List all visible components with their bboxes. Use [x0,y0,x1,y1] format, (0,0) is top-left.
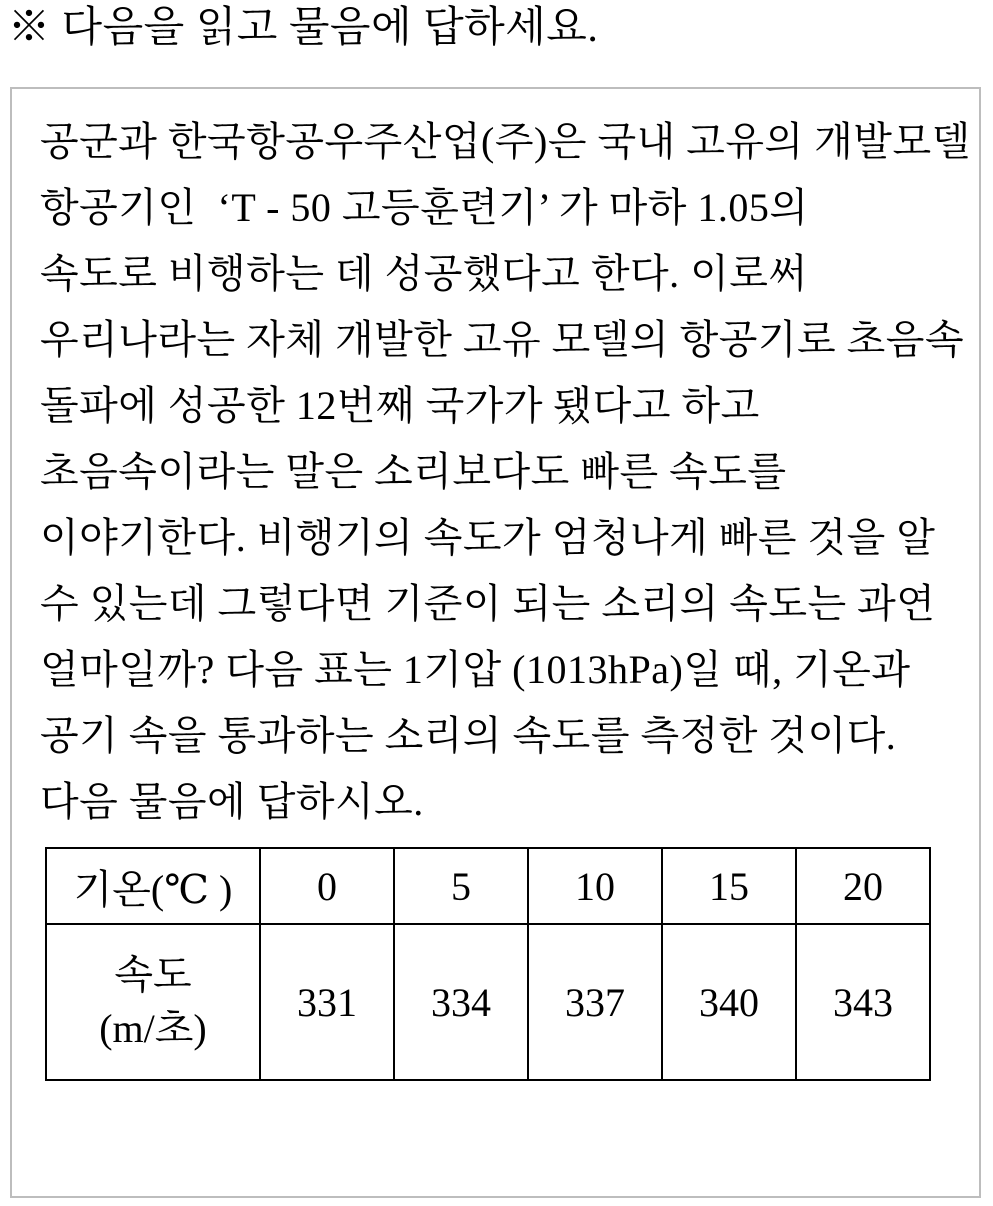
temperature-value-cell: 5 [394,848,528,924]
temperature-header-cell: 기온(℃ ) [46,848,260,924]
passage-line: 다음 물음에 답하시오. [40,779,424,824]
passage-text [40,109,971,835]
temperature-row [46,848,930,924]
speed-value-cell: 337 [528,924,662,1080]
sound-speed-table [45,847,931,1081]
passage-line: 우리나라는 자체 개발한 고유 모델의 항공기로 초음속 [40,317,965,362]
passage-line: 항공기인 ‘T - 50 고등훈련기’ 가 마하 1.05의 [40,185,809,230]
temperature-value-cell: 20 [796,848,930,924]
temperature-value-cell: 0 [260,848,394,924]
speed-header-cell [46,924,260,1080]
passage-line: 이야기한다. 비행기의 속도가 엄청나게 빠른 것을 알 [40,515,936,560]
speed-value-cell: 340 [662,924,796,1080]
speed-value-cell: 343 [796,924,930,1080]
speed-row [46,924,930,1080]
passage-line: 수 있는데 그렇다면 기준이 되는 소리의 속도는 과연 [40,581,936,626]
passage-line: 얼마일까? 다음 표는 1기압 (1013hPa)일 때, 기온과 [40,647,911,692]
passage-line: 돌파에 성공한 12번째 국가가 됐다고 하고 [40,383,760,428]
passage-line: 초음속이라는 말은 소리보다도 빠른 속도를 [40,449,787,494]
speed-label-line2: (m/초) [99,1006,207,1051]
passage-line: 공군과 한국항공우주산업(주)은 국내 고유의 개발모델 [40,119,971,164]
passage-line: 공기 속을 통과하는 소리의 속도를 측정한 것이다. [40,713,897,758]
speed-value-cell: 334 [394,924,528,1080]
temperature-value-cell: 10 [528,848,662,924]
speed-value-cell: 331 [260,924,394,1080]
passage-box [10,87,981,1198]
instruction-text: ※ 다음을 읽고 물음에 답하세요. [8,5,599,51]
speed-label-line1: 속도 [114,952,192,997]
passage-line: 속도로 비행하는 데 성공했다고 한다. 이로써 [40,251,808,296]
temperature-value-cell: 15 [662,848,796,924]
